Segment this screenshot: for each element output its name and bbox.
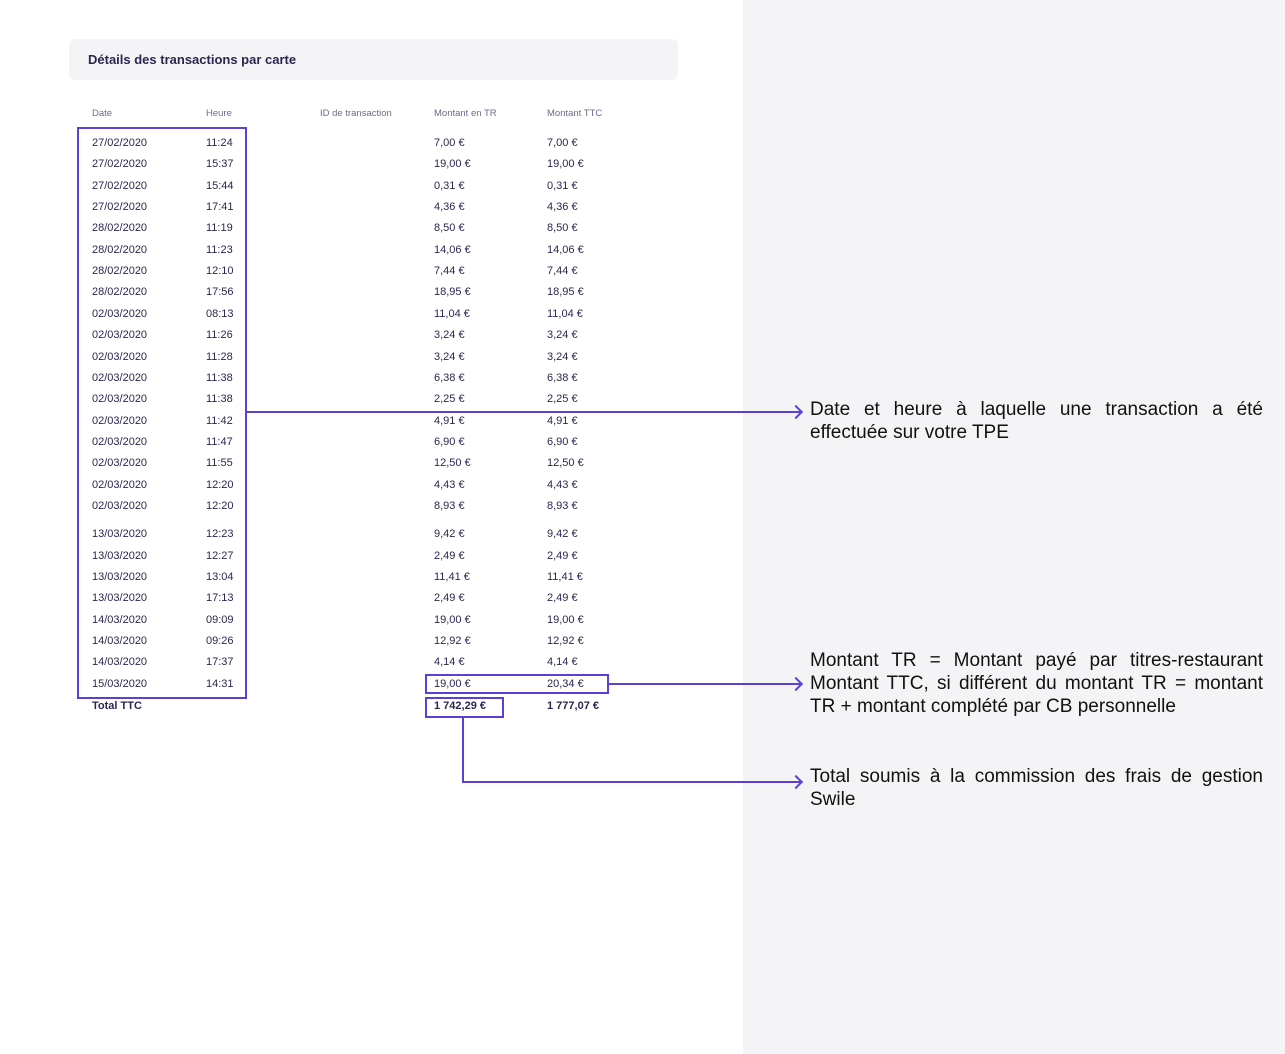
cell-amount-ttc: 2,25 € — [547, 393, 578, 406]
cell-amount-tr: 3,24 € — [434, 329, 465, 342]
cell-time: 11:28 — [206, 350, 233, 363]
cell-amount-tr: 0,31 € — [434, 179, 465, 192]
cell-amount-ttc: 3,24 € — [547, 329, 578, 342]
cell-amount-ttc: 19,00 € — [547, 158, 584, 171]
cell-amount-tr: 3,24 € — [434, 350, 465, 363]
cell-amount-tr: 4,91 € — [434, 414, 465, 427]
cell-time: 12:20 — [206, 478, 234, 491]
cell-date: 15/03/2020 — [92, 677, 148, 690]
cell-amount-ttc: 8,93 € — [547, 499, 578, 512]
cell-amount-ttc: 14,06 € — [547, 243, 584, 256]
cell-amount-ttc: 12,92 € — [547, 635, 584, 648]
cell-amount-tr: 12,92 € — [434, 635, 471, 648]
cell-date: 27/02/2020 — [92, 179, 148, 192]
cell-date: 02/03/2020 — [92, 478, 148, 491]
cell-amount-tr: 8,93 € — [434, 499, 465, 512]
col-amount-ttc: Montant TTC — [547, 108, 603, 119]
cell-time: 14:31 — [206, 677, 234, 690]
cell-date: 14/03/2020 — [92, 656, 148, 669]
cell-amount-ttc: 2,49 € — [547, 592, 578, 605]
cell-time: 15:44 — [206, 179, 234, 192]
cell-amount-tr: 4,36 € — [434, 201, 465, 214]
cell-amount-tr: 11,41 € — [434, 571, 470, 583]
cell-amount-ttc: 11,04 € — [547, 307, 583, 320]
cell-date: 28/02/2020 — [92, 286, 148, 299]
cell-date: 13/03/2020 — [92, 571, 148, 583]
cell-time: 11:23 — [206, 243, 233, 256]
cell-date: 02/03/2020 — [92, 371, 148, 384]
cell-time: 11:55 — [206, 457, 233, 470]
cell-date: 13/03/2020 — [92, 549, 148, 562]
cell-date: 27/02/2020 — [92, 158, 148, 171]
cell-amount-tr: 4,43 € — [434, 478, 465, 491]
cell-time: 12:10 — [206, 265, 234, 278]
cell-time: 17:13 — [206, 592, 234, 605]
amounts-highlight — [425, 674, 609, 694]
cell-amount-tr: 7,44 € — [434, 265, 465, 278]
cell-time: 11:24 — [206, 137, 233, 149]
cell-amount-ttc: 6,38 € — [547, 371, 578, 384]
cell-time: 15:37 — [206, 158, 234, 171]
cell-amount-ttc: 20,34 € — [547, 677, 584, 690]
cell-amount-tr: 14,06 € — [434, 243, 471, 256]
datetime-highlight — [77, 127, 247, 699]
cell-amount-tr: 4,14 € — [434, 656, 465, 669]
col-amount-tr: Montant en TR — [434, 108, 497, 119]
cell-amount-ttc: 0,31 € — [547, 179, 578, 192]
cell-amount-tr: 18,95 € — [434, 286, 471, 299]
cell-amount-ttc: 11,41 € — [547, 571, 583, 583]
total-connector-vertical — [462, 717, 464, 783]
cell-date: 27/02/2020 — [92, 201, 148, 214]
col-date: Date — [92, 108, 113, 119]
cell-date: 02/03/2020 — [92, 393, 148, 406]
cell-date: 27/02/2020 — [92, 137, 148, 149]
cell-amount-ttc: 8,50 € — [547, 222, 578, 235]
cell-amount-tr: 19,00 € — [434, 677, 471, 690]
cell-time: 17:37 — [206, 656, 234, 669]
note-total: Total soumis à la commission des frais de gestion Swile — [810, 766, 1263, 810]
cell-amount-ttc: 4,36 € — [547, 201, 578, 214]
total-ttc: 1 777,07 € — [547, 700, 599, 712]
cell-date: 13/03/2020 — [92, 592, 148, 605]
cell-amount-ttc: 4,43 € — [547, 478, 578, 491]
cell-time: 09:09 — [206, 613, 234, 626]
cell-time: 11:26 — [206, 329, 233, 342]
cell-time: 11:38 — [206, 393, 233, 406]
total-connector — [462, 781, 800, 783]
cell-date: 02/03/2020 — [92, 414, 148, 427]
cell-amount-tr: 2,25 € — [434, 393, 465, 406]
note-datetime: Date et heure à laquelle une transaction a été effectuée sur votre TPE — [810, 399, 1263, 443]
cell-amount-tr: 2,49 € — [434, 592, 465, 605]
cell-amount-ttc: 3,24 € — [547, 350, 578, 363]
cell-date: 02/03/2020 — [92, 499, 148, 512]
col-time: Heure — [206, 108, 232, 119]
total-label: Total TTC — [92, 700, 142, 712]
cell-date: 28/02/2020 — [92, 222, 148, 235]
cell-time: 12:20 — [206, 499, 234, 512]
cell-amount-tr: 6,90 € — [434, 435, 465, 448]
cell-amount-ttc: 7,44 € — [547, 265, 578, 278]
cell-date: 28/02/2020 — [92, 243, 148, 256]
cell-amount-ttc: 9,42 € — [547, 528, 578, 541]
cell-amount-tr: 6,38 € — [434, 371, 465, 384]
total-tr: 1 742,29 € — [434, 700, 486, 712]
cell-amount-tr: 8,50 € — [434, 222, 465, 235]
cell-time: 11:47 — [206, 435, 233, 448]
cell-time: 12:23 — [206, 528, 234, 541]
cell-date: 14/03/2020 — [92, 613, 148, 626]
cell-amount-tr: 19,00 € — [434, 158, 471, 171]
cell-amount-tr: 19,00 € — [434, 613, 471, 626]
cell-time: 08:13 — [206, 307, 234, 320]
datetime-connector — [246, 411, 800, 413]
cell-time: 11:19 — [206, 222, 233, 235]
cell-amount-ttc: 7,00 € — [547, 137, 578, 149]
cell-amount-ttc: 12,50 € — [547, 457, 584, 470]
cell-date: 28/02/2020 — [92, 265, 148, 278]
cell-amount-ttc: 6,90 € — [547, 435, 578, 448]
annotation-panel — [743, 0, 1285, 1054]
amounts-connector — [608, 683, 800, 685]
col-transaction-id: ID de transaction — [320, 108, 392, 119]
cell-amount-ttc: 4,91 € — [547, 414, 578, 427]
cell-time: 09:26 — [206, 635, 234, 648]
cell-date: 02/03/2020 — [92, 350, 148, 363]
cell-date: 14/03/2020 — [92, 635, 148, 648]
cell-time: 17:56 — [206, 286, 234, 299]
cell-time: 17:41 — [206, 201, 234, 214]
cell-amount-tr: 11,04 € — [434, 307, 470, 320]
cell-amount-ttc: 19,00 € — [547, 613, 584, 626]
cell-time: 11:42 — [206, 414, 233, 427]
cell-time: 13:04 — [206, 571, 234, 583]
cell-amount-tr: 2,49 € — [434, 549, 465, 562]
section-title: Détails des transactions par carte — [88, 52, 297, 67]
cell-date: 02/03/2020 — [92, 307, 148, 320]
note-amounts: Montant TR = Montant payé par titres-restaurant Montant TTC, si différent du montant TR = montant TR + montant complété par CB personnelle — [810, 650, 1263, 717]
cell-amount-tr: 9,42 € — [434, 528, 465, 541]
cell-amount-tr: 12,50 € — [434, 457, 471, 470]
cell-amount-ttc: 18,95 € — [547, 286, 584, 299]
cell-date: 02/03/2020 — [92, 329, 148, 342]
cell-amount-tr: 7,00 € — [434, 137, 465, 149]
cell-time: 11:38 — [206, 371, 233, 384]
cell-date: 02/03/2020 — [92, 457, 148, 470]
cell-amount-ttc: 2,49 € — [547, 549, 578, 562]
total-highlight — [425, 697, 504, 718]
cell-amount-ttc: 4,14 € — [547, 656, 578, 669]
cell-date: 13/03/2020 — [92, 528, 148, 541]
cell-time: 12:27 — [206, 549, 234, 562]
cell-date: 02/03/2020 — [92, 435, 148, 448]
section-header — [69, 39, 678, 80]
